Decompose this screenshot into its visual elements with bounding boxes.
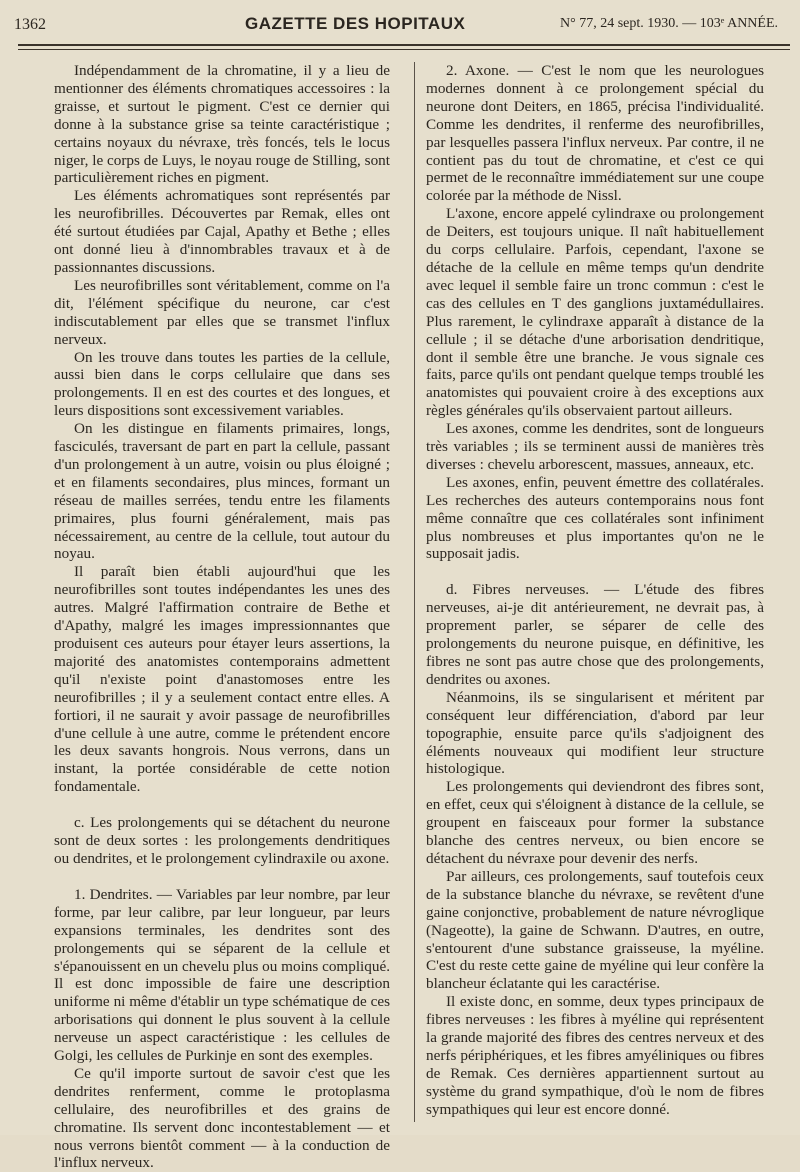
paragraph: 1. Dendrites. — Variables par leur nombre, par leur forme, par leur calibre, par leur longueur, par leurs expansions terminales, les dendrites sont des prolongements qui se séparent de la cellule et s'épanouissent en un chevelu plus ou moins compliqué. Il est donc impossible de faire une description uniforme ni même d'établir un type schématique de ces arborisations qui donnent le plus souvent à la cellule nerveuse un aspect caractéristique : les cellules de Golgi, les cellules de Purkinje en sont des exemples. <box>54 885 390 1065</box>
paragraph: Les axones, enfin, peuvent émettre des collatérales. Les recherches des auteurs contemporains nous font même connaître que ces collatérales sont infiniment plus nombreuses et plus importantes qu'on ne le supposait jadis. <box>426 473 764 563</box>
paragraph: L'axone, encore appelé cylindraxe ou prolongement de Deiters, est toujours unique. Il naît habituellement du corps cellulaire. Parfois, cependant, l'axone se détache de la cellule en même temps qu'un dendrite avec lequel il semble faire un tronc commun : c'est le cas des cellules en T des ganglions juxtamédullaires. Plus rarement, le cylindraxe apparaît à distance de la cellule ; il se détache d'une arborisation dendritique, dont il semble être une branche. Je vous signale ces faits, parce qu'ils ont pendant quelque temps troublé les anatomistes qui pouvaient croire à des exceptions aux règles générales qu'ils observaient partout ailleurs. <box>426 205 764 420</box>
column-divider <box>414 62 415 1122</box>
header-rule-thin <box>18 49 790 50</box>
journal-title: GAZETTE DES HOPITAUX <box>245 14 466 33</box>
paragraph: Indépendamment de la chromatine, il y a lieu de mentionner des éléments chromatiques accessoires : la graisse, et surtout le pigment. C'est ce dernier qui donne à la substance grise sa teinte caractéristique ; certains noyaux du névraxe, très foncés, tels le locus niger, le corps de Luys, le noyau rouge de Stilling, sont particulièrement riches en pigment. <box>54 62 390 187</box>
paragraph: Les axones, comme les dendrites, sont de longueurs très variables ; ils se terminent aussi de manières très diverses : chevelu arborescent, massues, anneaux, etc. <box>426 420 764 473</box>
paragraph: Par ailleurs, ces prolongements, sauf toutefois ceux de la substance blanche du névraxe, se revêtent d'une gaine conjonctive, probablement de nature névroglique (Nageotte), la gaine de Schwann. D'autres, en outre, s'entourent d'une substance graisseuse, la myéline. C'est du reste cette gaine de myéline qui leur confère la blancheur éclatante qui les caractérise. <box>426 867 764 993</box>
header-rule-thick <box>18 44 790 46</box>
paragraph: d. Fibres nerveuses. — L'étude des fibres nerveuses, ai-je dit antérieurement, ne devrait pas, à proprement parler, se séparer de celle des prolongements du neurone puisque, en définitive, les fibres ne sont pas autre chose que des prolongements, dendrites ou axones. <box>426 581 764 688</box>
issue-info: N° 77, 24 sept. 1930. — 103ᵉ ANNÉE. <box>560 16 779 31</box>
paragraph: Les éléments achromatiques sont représentés par les neurofibrilles. Découvertes par Remak, elles ont été surtout étudiées par Cajal, Apathy et Bethe ; elles ont donné lieu à d'innombrables travaux et à de passionnantes discussions. <box>54 187 390 276</box>
paragraph: Il paraît bien établi aujourd'hui que les neurofibrilles sont toutes indépendantes les unes des autres. Malgré l'affirmation contraire de Bethe et d'Apathy, malgré les images impressionnantes que produisent ces auteurs pour étayer leurs assertions, la majorité des anatomistes contemporains admettent qu'il n'existe point d'anastomoses entre les neurofibrilles ; il y a seulement contact entre elles. A fortiori, il ne saurait y avoir passage de neurofibrilles d'une cellule à une autre, comme le prétendent encore les deux savants hongrois. Nous verrons, dans un instant, la portée considérable de cette notion fondamentale. <box>54 563 390 796</box>
paragraph: Il existe donc, en somme, deux types principaux de fibres nerveuses : les fibres à myéline qui représentent la grande majorité des fibres des centres nerveux et des nerfs périphériques, et les fibres amyéliniques ou fibres de Remak. Ces dernières appartiennent surtout au système du grand sympathique, d'où le nom de fibres sympathiques qui leur est encore donné. <box>426 993 764 1118</box>
paragraph: Les prolongements qui deviendront des fibres sont, en effet, ceux qui s'éloignent à distance de la cellule, se groupent en faisceaux pour former la substance blanche des centres nerveux, ou bien encore se détachent du névraxe pour devenir des nerfs. <box>426 778 764 867</box>
paragraph: On les trouve dans toutes les parties de la cellule, aussi bien dans le corps cellulaire que dans ses prolongements. Il en est des courtes et des longues, et leurs dispositions sont excessivement variables. <box>54 348 390 420</box>
paragraph: c. Les prolongements qui se détachent du neurone sont de deux sortes : les prolongements dendritiques ou dendrites, et le prolongement cylindraxile ou axone. <box>54 814 390 867</box>
section-gap <box>426 563 764 581</box>
section-gap <box>54 868 390 886</box>
page-header <box>0 14 800 40</box>
left-column <box>54 62 390 1172</box>
paragraph: Les neurofibrilles sont véritablement, comme on l'a dit, l'élément spécifique du neurone, car c'est indiscutablement par elles que se transmet l'influx nerveux. <box>54 276 390 348</box>
paragraph: On les distingue en filaments primaires, longs, fasciculés, traversant de part en part la cellule, passant d'un prolongement à un autre, voisin ou plus éloigné ; et en filaments secondaires, plus minces, formant un réseau de mailles serrées, tendu entre les filaments primaires, plus fourni généralement, mais pas nécessairement, au centre de la cellule, tout autour du noyau. <box>54 420 390 563</box>
paragraph: Ce qu'il importe surtout de savoir c'est que les dendrites renferment, comme le protoplasma cellulaire, des neurofibrilles et des grains de chromatine. Ils servent donc incontestablement — et nous verrons bientôt comment — à la conduction de l'influx nerveux. <box>54 1064 390 1172</box>
section-gap <box>54 796 390 814</box>
page-number: 1362 <box>14 16 46 33</box>
right-column <box>426 62 764 1130</box>
paragraph: 2. Axone. — C'est le nom que les neurologues modernes donnent à ce prolongement spécial du neurone dont Deiters, en 1865, précisa l'individualité. Comme les dendrites, il renferme des neurofibrilles, par lesquelles passera l'influx nerveux. Par contre, il ne contient pas du tout de chromatine, et c'est ce qui permet de le reconnaître immédiatement sur une coupe colorée par la méthode de Nissl. <box>426 62 764 205</box>
paragraph: Néanmoins, ils se singularisent et méritent par conséquent leur différenciation, d'abord par leur topographie, ensuite parce qu'ils s'adjoignent des éléments nouveaux qui modifient leur structure histologique. <box>426 688 764 778</box>
